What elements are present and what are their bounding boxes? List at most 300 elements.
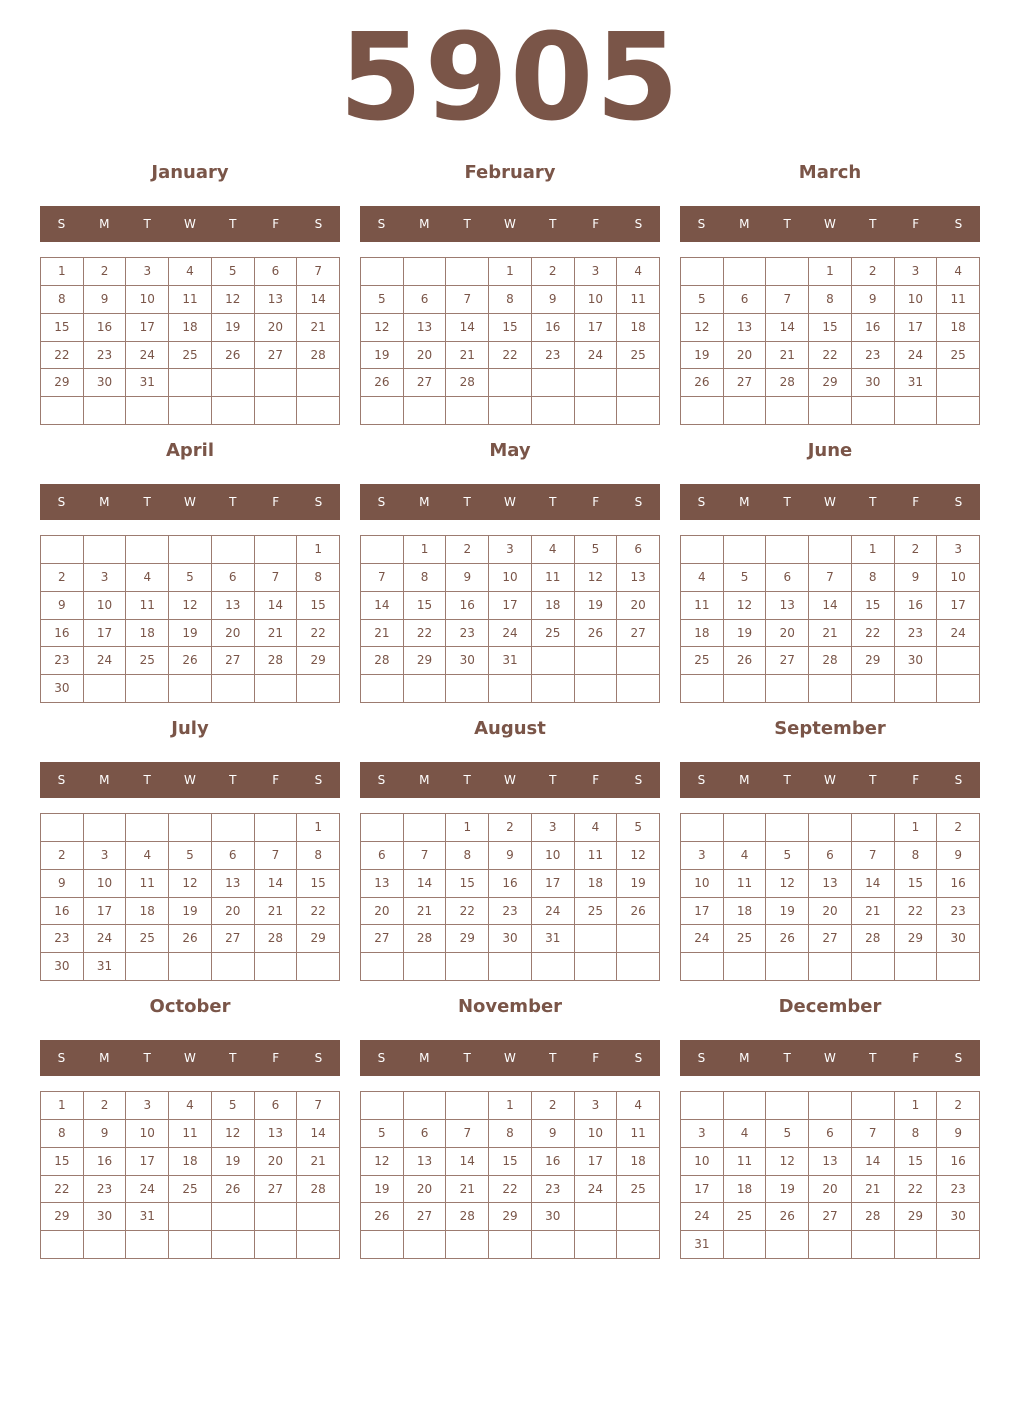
day-grid xyxy=(40,535,340,703)
weekday-label: M xyxy=(739,495,750,509)
day-cell: 5 xyxy=(212,258,255,286)
weekday-label: S xyxy=(634,1051,643,1065)
empty-cell xyxy=(532,647,575,675)
weekday-label: W xyxy=(504,1051,516,1065)
day-cell: 14 xyxy=(446,1148,489,1176)
day-cell: 12 xyxy=(361,314,404,342)
weekday-label: S xyxy=(314,1051,323,1065)
empty-cell xyxy=(41,536,84,564)
empty-cell xyxy=(212,369,255,397)
day-cell: 10 xyxy=(575,286,618,314)
day-cell: 8 xyxy=(41,286,84,314)
day-cell: 29 xyxy=(489,1203,532,1231)
day-cell: 9 xyxy=(446,564,489,592)
empty-cell xyxy=(617,369,660,397)
day-cell: 30 xyxy=(937,1203,980,1231)
weekday-label: T xyxy=(463,495,471,509)
day-cell: 21 xyxy=(852,898,895,926)
day-cell: 18 xyxy=(169,314,212,342)
empty-cell xyxy=(404,1092,447,1120)
day-cell: 23 xyxy=(41,925,84,953)
empty-cell xyxy=(852,397,895,425)
empty-cell xyxy=(297,369,340,397)
day-cell: 4 xyxy=(169,258,212,286)
empty-cell xyxy=(617,675,660,703)
weekday-label: W xyxy=(504,773,516,787)
day-grid xyxy=(680,535,980,703)
day-cell: 1 xyxy=(489,258,532,286)
empty-cell xyxy=(724,258,767,286)
day-cell: 27 xyxy=(724,369,767,397)
day-cell: 31 xyxy=(126,1203,169,1231)
empty-cell xyxy=(724,953,767,981)
empty-cell xyxy=(446,258,489,286)
weekday-label: T xyxy=(783,217,791,231)
weekday-label: T xyxy=(783,1051,791,1065)
day-cell: 12 xyxy=(361,1148,404,1176)
day-cell: 3 xyxy=(575,1092,618,1120)
day-cell: 17 xyxy=(489,592,532,620)
day-cell: 29 xyxy=(41,1203,84,1231)
day-cell: 3 xyxy=(937,536,980,564)
day-cell: 31 xyxy=(895,369,938,397)
day-cell: 19 xyxy=(212,314,255,342)
day-cell: 20 xyxy=(212,620,255,648)
empty-cell xyxy=(724,814,767,842)
day-cell: 25 xyxy=(724,1203,767,1231)
empty-cell xyxy=(809,953,852,981)
day-cell: 25 xyxy=(575,898,618,926)
day-cell: 6 xyxy=(255,258,298,286)
day-cell: 12 xyxy=(212,286,255,314)
day-cell: 11 xyxy=(169,1120,212,1148)
empty-cell xyxy=(255,369,298,397)
day-cell: 25 xyxy=(617,1176,660,1204)
day-grid xyxy=(360,813,660,981)
empty-cell xyxy=(126,953,169,981)
day-cell: 16 xyxy=(532,1148,575,1176)
day-cell: 26 xyxy=(766,925,809,953)
weekday-label: T xyxy=(463,1051,471,1065)
day-cell: 4 xyxy=(724,842,767,870)
day-grid xyxy=(680,257,980,425)
day-cell: 12 xyxy=(212,1120,255,1148)
day-cell: 22 xyxy=(895,898,938,926)
weekday-label: T xyxy=(143,1051,151,1065)
day-cell: 23 xyxy=(532,342,575,370)
day-cell: 4 xyxy=(681,564,724,592)
empty-cell xyxy=(361,258,404,286)
day-cell: 13 xyxy=(617,564,660,592)
day-cell: 15 xyxy=(404,592,447,620)
weekday-label: W xyxy=(184,773,196,787)
empty-cell xyxy=(404,675,447,703)
weekday-label: M xyxy=(99,773,110,787)
empty-cell xyxy=(212,1231,255,1259)
weekday-label: T xyxy=(869,495,877,509)
day-cell: 7 xyxy=(404,842,447,870)
day-cell: 19 xyxy=(169,898,212,926)
day-cell: 15 xyxy=(852,592,895,620)
day-cell: 12 xyxy=(575,564,618,592)
empty-cell xyxy=(297,1231,340,1259)
day-cell: 21 xyxy=(361,620,404,648)
weekday-label: T xyxy=(229,217,237,231)
day-cell: 30 xyxy=(852,369,895,397)
day-cell: 9 xyxy=(937,842,980,870)
weekday-label: F xyxy=(912,1051,920,1065)
day-cell: 3 xyxy=(532,814,575,842)
empty-cell xyxy=(169,1203,212,1231)
empty-cell xyxy=(446,675,489,703)
day-cell: 29 xyxy=(297,647,340,675)
empty-cell xyxy=(575,953,618,981)
weekday-header xyxy=(40,484,340,520)
empty-cell xyxy=(255,814,298,842)
day-cell: 14 xyxy=(809,592,852,620)
day-cell: 30 xyxy=(84,369,127,397)
empty-cell xyxy=(41,397,84,425)
weekday-label: T xyxy=(549,1051,557,1065)
day-cell: 23 xyxy=(532,1176,575,1204)
empty-cell xyxy=(255,953,298,981)
empty-cell xyxy=(575,1203,618,1231)
day-cell: 9 xyxy=(489,842,532,870)
day-cell: 15 xyxy=(489,314,532,342)
weekday-header xyxy=(40,762,340,798)
empty-cell xyxy=(361,953,404,981)
day-cell: 16 xyxy=(532,314,575,342)
day-cell: 28 xyxy=(446,369,489,397)
weekday-label: T xyxy=(869,217,877,231)
day-cell: 19 xyxy=(169,620,212,648)
empty-cell xyxy=(255,1231,298,1259)
day-cell: 24 xyxy=(126,342,169,370)
day-cell: 23 xyxy=(937,898,980,926)
day-cell: 27 xyxy=(212,647,255,675)
empty-cell xyxy=(681,953,724,981)
empty-cell xyxy=(937,647,980,675)
day-grid xyxy=(40,813,340,981)
weekday-label: W xyxy=(824,495,836,509)
day-cell: 24 xyxy=(84,647,127,675)
day-cell: 1 xyxy=(895,1092,938,1120)
day-cell: 14 xyxy=(766,314,809,342)
day-cell: 19 xyxy=(617,870,660,898)
empty-cell xyxy=(404,1231,447,1259)
day-cell: 26 xyxy=(169,925,212,953)
empty-cell xyxy=(169,675,212,703)
empty-cell xyxy=(617,647,660,675)
weekday-label: S xyxy=(377,1051,386,1065)
day-cell: 27 xyxy=(766,647,809,675)
day-cell: 7 xyxy=(297,1092,340,1120)
day-cell: 6 xyxy=(766,564,809,592)
empty-cell xyxy=(681,814,724,842)
month-title: July xyxy=(171,718,209,739)
day-cell: 26 xyxy=(724,647,767,675)
day-cell: 15 xyxy=(297,592,340,620)
weekday-label: T xyxy=(143,217,151,231)
month-title: March xyxy=(798,162,862,183)
day-cell: 2 xyxy=(895,536,938,564)
day-cell: 8 xyxy=(895,842,938,870)
day-cell: 2 xyxy=(41,842,84,870)
empty-cell xyxy=(361,814,404,842)
day-cell: 31 xyxy=(84,953,127,981)
day-cell: 29 xyxy=(404,647,447,675)
day-cell: 30 xyxy=(895,647,938,675)
weekday-label: S xyxy=(57,217,66,231)
day-cell: 9 xyxy=(852,286,895,314)
day-cell: 4 xyxy=(575,814,618,842)
empty-cell xyxy=(489,675,532,703)
day-cell: 16 xyxy=(446,592,489,620)
empty-cell xyxy=(809,1092,852,1120)
day-cell: 5 xyxy=(617,814,660,842)
day-cell: 5 xyxy=(361,286,404,314)
weekday-label: S xyxy=(57,495,66,509)
day-cell: 20 xyxy=(404,342,447,370)
weekday-label: S xyxy=(314,773,323,787)
weekday-label: S xyxy=(57,773,66,787)
day-cell: 25 xyxy=(681,647,724,675)
weekday-label: S xyxy=(954,1051,963,1065)
day-cell: 30 xyxy=(41,675,84,703)
weekday-label: T xyxy=(463,217,471,231)
weekday-label: S xyxy=(697,217,706,231)
empty-cell xyxy=(532,675,575,703)
day-cell: 27 xyxy=(212,925,255,953)
day-cell: 17 xyxy=(126,314,169,342)
day-cell: 7 xyxy=(852,1120,895,1148)
day-cell: 25 xyxy=(724,925,767,953)
empty-cell xyxy=(575,675,618,703)
empty-cell xyxy=(617,1203,660,1231)
day-cell: 11 xyxy=(724,1148,767,1176)
empty-cell xyxy=(212,397,255,425)
day-cell: 10 xyxy=(681,870,724,898)
weekday-header xyxy=(40,1040,340,1076)
day-cell: 30 xyxy=(84,1203,127,1231)
day-cell: 27 xyxy=(255,1176,298,1204)
day-cell: 5 xyxy=(766,1120,809,1148)
day-cell: 12 xyxy=(766,1148,809,1176)
day-cell: 5 xyxy=(169,564,212,592)
day-cell: 28 xyxy=(297,1176,340,1204)
weekday-label: T xyxy=(143,495,151,509)
empty-cell xyxy=(937,1231,980,1259)
weekday-label: M xyxy=(419,495,430,509)
day-cell: 29 xyxy=(895,1203,938,1231)
day-cell: 12 xyxy=(681,314,724,342)
weekday-label: W xyxy=(824,217,836,231)
empty-cell xyxy=(681,397,724,425)
day-cell: 7 xyxy=(255,842,298,870)
weekday-label: W xyxy=(504,217,516,231)
day-cell: 6 xyxy=(809,1120,852,1148)
empty-cell xyxy=(297,953,340,981)
day-cell: 19 xyxy=(724,620,767,648)
day-cell: 23 xyxy=(446,620,489,648)
day-cell: 13 xyxy=(212,870,255,898)
day-cell: 6 xyxy=(809,842,852,870)
day-cell: 14 xyxy=(852,1148,895,1176)
day-cell: 7 xyxy=(297,258,340,286)
day-cell: 17 xyxy=(575,1148,618,1176)
empty-cell xyxy=(852,1231,895,1259)
weekday-header xyxy=(360,206,660,242)
day-cell: 30 xyxy=(446,647,489,675)
day-cell: 6 xyxy=(404,286,447,314)
empty-cell xyxy=(41,1231,84,1259)
day-cell: 31 xyxy=(532,925,575,953)
empty-cell xyxy=(617,397,660,425)
day-cell: 28 xyxy=(446,1203,489,1231)
empty-cell xyxy=(895,953,938,981)
empty-cell xyxy=(169,536,212,564)
day-cell: 8 xyxy=(297,564,340,592)
empty-cell xyxy=(617,1231,660,1259)
empty-cell xyxy=(446,953,489,981)
day-cell: 29 xyxy=(297,925,340,953)
empty-cell xyxy=(126,814,169,842)
day-cell: 8 xyxy=(809,286,852,314)
day-cell: 1 xyxy=(446,814,489,842)
empty-cell xyxy=(681,675,724,703)
day-cell: 23 xyxy=(84,1176,127,1204)
day-cell: 10 xyxy=(84,592,127,620)
empty-cell xyxy=(575,397,618,425)
weekday-label: S xyxy=(697,1051,706,1065)
day-cell: 3 xyxy=(126,1092,169,1120)
day-cell: 2 xyxy=(41,564,84,592)
month-title: April xyxy=(165,440,215,461)
day-cell: 26 xyxy=(617,898,660,926)
day-cell: 27 xyxy=(617,620,660,648)
empty-cell xyxy=(937,953,980,981)
weekday-label: S xyxy=(377,773,386,787)
day-cell: 2 xyxy=(84,258,127,286)
empty-cell xyxy=(937,369,980,397)
day-cell: 1 xyxy=(489,1092,532,1120)
empty-cell xyxy=(361,536,404,564)
weekday-label: S xyxy=(634,495,643,509)
empty-cell xyxy=(724,397,767,425)
day-cell: 6 xyxy=(404,1120,447,1148)
day-cell: 13 xyxy=(361,870,404,898)
day-cell: 10 xyxy=(895,286,938,314)
weekday-label: M xyxy=(739,1051,750,1065)
day-cell: 6 xyxy=(617,536,660,564)
weekday-header xyxy=(680,484,980,520)
month-title: February xyxy=(464,162,556,183)
day-cell: 8 xyxy=(895,1120,938,1148)
empty-cell xyxy=(212,1203,255,1231)
day-cell: 13 xyxy=(809,870,852,898)
day-cell: 22 xyxy=(489,1176,532,1204)
day-cell: 24 xyxy=(895,342,938,370)
empty-cell xyxy=(126,536,169,564)
weekday-label: F xyxy=(912,217,920,231)
weekday-label: S xyxy=(634,773,643,787)
empty-cell xyxy=(361,397,404,425)
weekday-label: F xyxy=(592,773,600,787)
weekday-label: M xyxy=(419,217,430,231)
empty-cell xyxy=(169,1231,212,1259)
day-cell: 17 xyxy=(126,1148,169,1176)
day-cell: 31 xyxy=(489,647,532,675)
empty-cell xyxy=(212,536,255,564)
day-cell: 12 xyxy=(766,870,809,898)
empty-cell xyxy=(212,675,255,703)
day-cell: 8 xyxy=(489,1120,532,1148)
day-grid xyxy=(360,1091,660,1259)
empty-cell xyxy=(169,953,212,981)
day-cell: 30 xyxy=(937,925,980,953)
day-cell: 11 xyxy=(937,286,980,314)
day-cell: 5 xyxy=(681,286,724,314)
day-cell: 14 xyxy=(446,314,489,342)
day-grid xyxy=(360,257,660,425)
empty-cell xyxy=(532,369,575,397)
weekday-label: M xyxy=(99,495,110,509)
weekday-label: T xyxy=(869,1051,877,1065)
empty-cell xyxy=(212,814,255,842)
day-cell: 9 xyxy=(84,286,127,314)
day-cell: 7 xyxy=(446,286,489,314)
day-cell: 5 xyxy=(361,1120,404,1148)
empty-cell xyxy=(766,675,809,703)
weekday-label: W xyxy=(824,773,836,787)
day-cell: 26 xyxy=(169,647,212,675)
day-cell: 25 xyxy=(169,342,212,370)
empty-cell xyxy=(404,953,447,981)
day-cell: 2 xyxy=(446,536,489,564)
weekday-label: W xyxy=(184,217,196,231)
day-cell: 20 xyxy=(212,898,255,926)
month-title: June xyxy=(807,440,853,461)
weekday-label: T xyxy=(463,773,471,787)
day-cell: 24 xyxy=(575,342,618,370)
day-cell: 14 xyxy=(404,870,447,898)
empty-cell xyxy=(681,536,724,564)
day-cell: 19 xyxy=(361,1176,404,1204)
day-cell: 5 xyxy=(724,564,767,592)
weekday-label: S xyxy=(314,217,323,231)
day-cell: 8 xyxy=(489,286,532,314)
day-cell: 17 xyxy=(84,898,127,926)
day-cell: 20 xyxy=(361,898,404,926)
day-cell: 15 xyxy=(446,870,489,898)
day-cell: 2 xyxy=(489,814,532,842)
day-cell: 8 xyxy=(41,1120,84,1148)
day-cell: 16 xyxy=(84,314,127,342)
day-cell: 2 xyxy=(532,258,575,286)
day-cell: 28 xyxy=(766,369,809,397)
empty-cell xyxy=(532,1231,575,1259)
weekday-label: T xyxy=(783,773,791,787)
empty-cell xyxy=(169,397,212,425)
day-cell: 24 xyxy=(489,620,532,648)
empty-cell xyxy=(809,536,852,564)
day-cell: 11 xyxy=(681,592,724,620)
empty-cell xyxy=(766,814,809,842)
empty-cell xyxy=(681,1092,724,1120)
day-cell: 22 xyxy=(41,342,84,370)
weekday-label: F xyxy=(912,495,920,509)
day-cell: 9 xyxy=(532,1120,575,1148)
